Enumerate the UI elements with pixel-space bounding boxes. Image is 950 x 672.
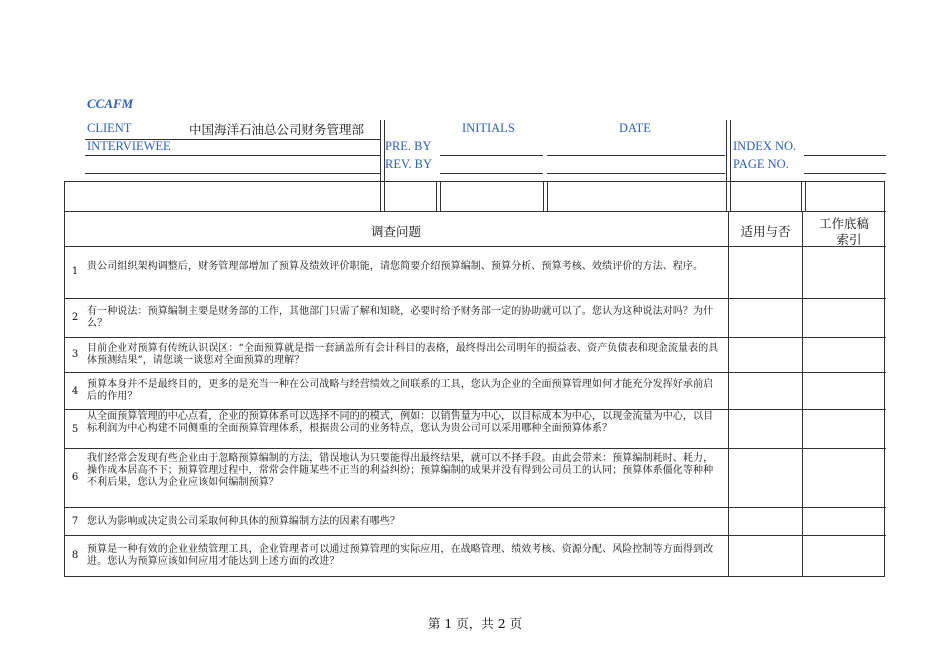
date-label: DATE (619, 121, 651, 135)
index-no-label: INDEX NO. (733, 139, 797, 153)
row-separator (64, 507, 886, 508)
row-separator (64, 448, 886, 449)
question-column-header: 调查问题 (370, 224, 421, 239)
row-number: 1 (71, 266, 79, 277)
interviewee-label: INTERVIEWEE (87, 139, 171, 153)
rev-by-label: REV. BY (385, 157, 433, 171)
initials-label: INITIALS (462, 121, 515, 135)
index-no-line (804, 155, 886, 156)
question-text: 我们经常会发现有些企业由于忽略预算编制的方法，错误地认为只要能得出最终结果，就可以不择手段。由此会带来：预算编制耗时、耗力，操作成本居高不下；预算管理过程中，常常会伴随某些不正当的利益纠纷；预算编制的成果并没有得到公司员工的认同；预算体系僵化等种种不利后果，您认为企业应该如何编制预算？ (87, 453, 714, 488)
brand-logo: CCAFM (87, 96, 134, 111)
row-number: 6 (71, 472, 79, 483)
interviewee-underline-2 (85, 173, 380, 174)
pre-by-initials-line (440, 155, 543, 156)
row-number: 8 (71, 550, 79, 561)
row-number: 7 (71, 516, 79, 527)
row-separator (64, 409, 886, 410)
page-footer: 第 1 页，共 2 页 (427, 616, 523, 631)
rev-by-date-line (547, 173, 725, 174)
table-row-divider (64, 211, 886, 212)
workpaper-column-header: 工作底稿 (818, 216, 869, 231)
question-text: 预算本身并不是最终目的，更多的是充当一种在公司战略与经营绩效之间联系的工具，您认为企业的全面预算管理如何才能充分发挥好承前启后的作用？ (87, 379, 714, 402)
client-value: 中国海洋石油总公司财务管理部 (189, 122, 365, 137)
rev-by-initials-line (440, 173, 543, 174)
question-text: 有一种说法：预算编制主要是财务部的工作，其他部门只需了解和知晓，必要时给予财务部一定的协助就可以了。您认为这种说法对吗？为什么？ (87, 306, 714, 329)
pre-by-date-line (547, 155, 725, 156)
column-divider (802, 211, 803, 577)
question-text: 贵公司组织架构调整后，财务管理部增加了预算及绩效评价职能，请您简要介绍预算编制、预算分析、预算考核、效绩评价的方法、程序。 (87, 261, 704, 272)
interviewee-underline (85, 155, 380, 156)
row-number: 4 (71, 386, 79, 397)
table-row-divider (64, 246, 886, 247)
question-text: 目前企业对预算有传统认识误区：“全面预算就是指一套涵盖所有会计科目的表格，最终得出公司明年的损益表、资产负债表和现金流量表的具体预测结果”，请您谈一谈您对全面预算的理解？ (87, 343, 719, 366)
client-label: CLIENT (87, 121, 132, 135)
row-separator (64, 535, 886, 536)
client-underline (85, 139, 380, 140)
row-number: 3 (71, 349, 79, 360)
row-separator (64, 298, 886, 299)
question-text: 您认为影响或决定贵公司采取何种具体的预算编制方法的因素有哪些？ (87, 516, 401, 527)
question-text: 从全面预算管理的中心点看，企业的预算体系可以选择不同的的模式，例如：以销售量为中心，以目标成本为中心，以现金流量为中心，以目标利润为中心构建不同侧重的全面预算管理体系，根据贵公司的业务特点，您认为贵公司可以采用哪种全面预算体系？ (87, 411, 714, 434)
pre-by-label: PRE. BY (385, 139, 432, 153)
row-number: 2 (71, 312, 79, 323)
row-number: 5 (71, 424, 79, 435)
page-no-line (804, 173, 886, 174)
row-separator (64, 337, 886, 338)
page-no-label: PAGE NO. (733, 157, 789, 171)
column-divider (728, 211, 729, 577)
question-text: 预算是一种有效的企业业绩管理工具，企业管理者可以通过预算管理的实际应用，在战略管理、绩效考核、资源分配、风险控制等方面得到改进。您认为预算应该如何应用才能达到上述方面的改进？ (87, 544, 714, 567)
applicable-column-header: 适用与否 (740, 224, 791, 239)
workpaper-column-header-2: 索引 (836, 232, 862, 247)
row-separator (64, 372, 886, 373)
